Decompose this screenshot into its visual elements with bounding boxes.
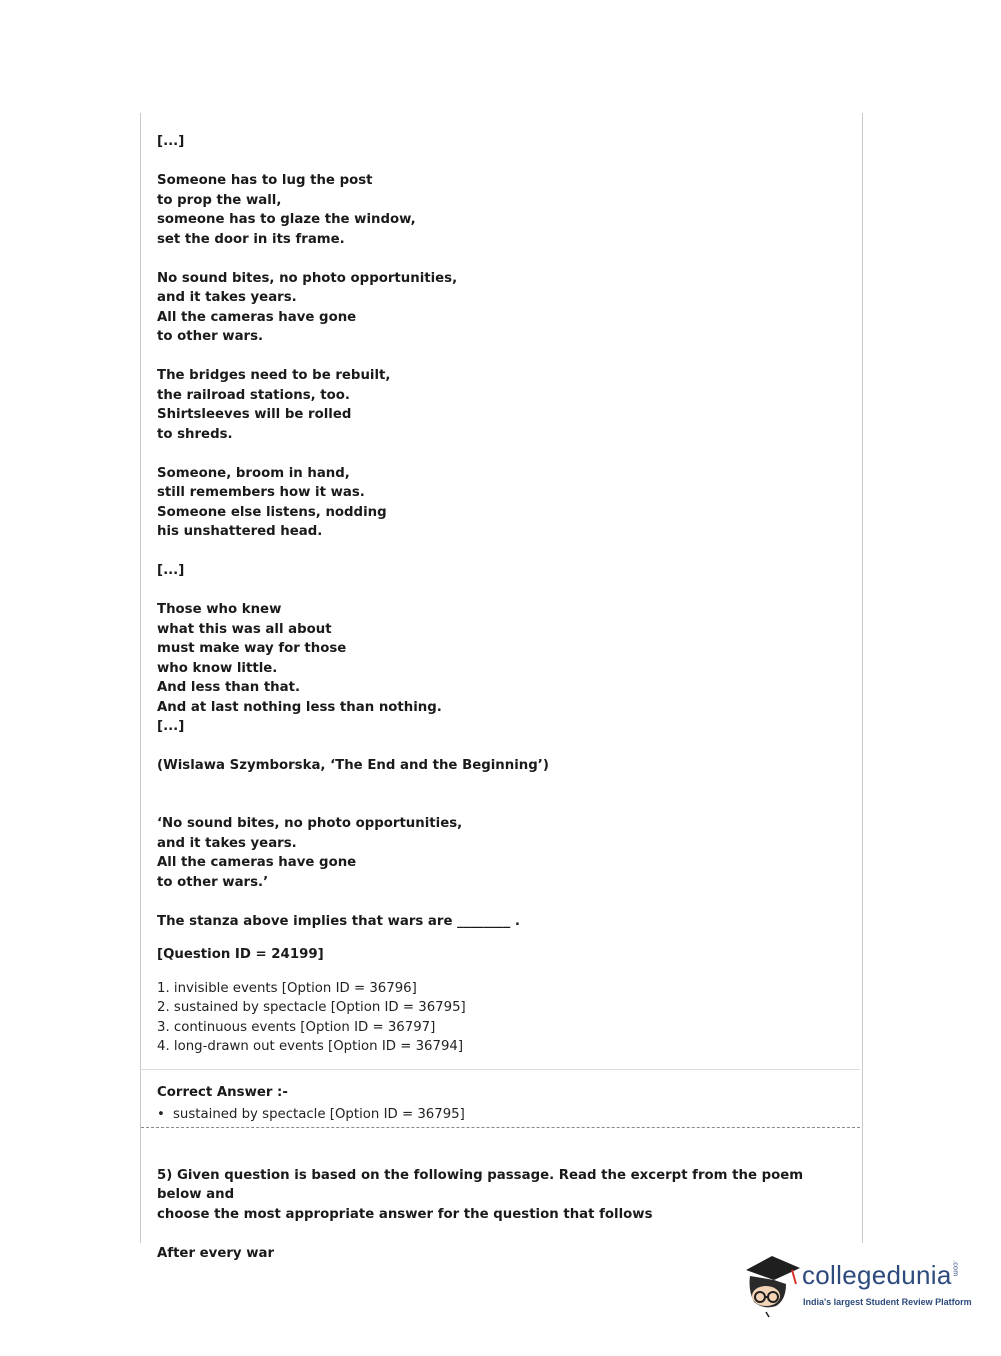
poem-line: All the cameras have gone (157, 309, 357, 325)
poem-line: Someone, broom in hand, (157, 465, 350, 481)
answer-option: 2. sustained by spectacle [Option ID = 36795] (157, 1000, 466, 1015)
quoted-stanza-line: ‘No sound bites, no photo opportunities, (157, 816, 463, 831)
poem-line: to prop the wall, (157, 192, 282, 208)
poem-line: And at last nothing less than nothing. (157, 699, 442, 715)
ellipsis: [...] (157, 719, 185, 734)
poem-line: The bridges need to be rebuilt, (157, 368, 391, 383)
poem-line: Shirtsleeves will be rolled (157, 407, 352, 422)
document-content (157, 132, 847, 1263)
poem-line: his unshattered head. (157, 524, 323, 539)
section-divider (141, 1069, 860, 1070)
poem-line: And less than that. (157, 680, 301, 695)
poem-line: still remembers how it was. (157, 485, 365, 500)
correct-answer (157, 1105, 847, 1125)
answer-option: 3. continuous events [Option ID = 36797] (157, 1019, 436, 1035)
poem-line: what this was all about (157, 621, 332, 637)
answer-option: 4. long-drawn out events [Option ID = 36794] (157, 1039, 464, 1054)
poem-line: who know little. (157, 660, 278, 676)
poem-line: to other wars. (157, 329, 264, 344)
next-question-intro: choose the most appropriate answer for the question that follows (157, 1206, 653, 1222)
poem-line: set the door in its frame. (157, 231, 345, 247)
poem-line: Someone has to lug the post (157, 173, 373, 188)
quoted-stanza-line: to other wars.’ (157, 874, 269, 890)
question-id: [Question ID = 24199] (157, 947, 324, 962)
ellipsis: [...] (157, 563, 185, 578)
poem-line: must make way for those (157, 641, 347, 656)
bullet-icon: • (157, 1107, 165, 1122)
poem-line: and it takes years. (157, 290, 297, 305)
poem-line: Someone else listens, nodding (157, 504, 387, 520)
logo-wordmark: collegedunia (802, 1260, 952, 1290)
next-question-intro: 5) Given question is based on the following passage. Read the excerpt from the poem below and (157, 1167, 804, 1202)
mascot-icon (742, 1250, 802, 1320)
quoted-stanza-line: All the cameras have gone (157, 855, 357, 870)
citation: (Wislawa Szymborska, ‘The End and the Beginning’) (157, 758, 549, 773)
question-separator (141, 1127, 860, 1128)
quoted-stanza-line: and it takes years. (157, 835, 297, 851)
poem-line: No sound bites, no photo opportunities, (157, 270, 458, 286)
logo-tagline: India's largest Student Review Platform (803, 1297, 972, 1307)
correct-answer-text: sustained by spectacle [Option ID = 36795] (173, 1107, 465, 1122)
correct-answer-label: Correct Answer :- (157, 1084, 288, 1100)
poem-line: someone has to glaze the window, (157, 212, 416, 227)
poem-line: Those who knew (157, 602, 282, 617)
collegedunia-logo (742, 1250, 974, 1320)
poem-line: the railroad stations, too. (157, 387, 350, 403)
logo-suffix: .com (951, 1260, 959, 1277)
next-question-passage-start: After every war (157, 1245, 275, 1261)
question-prompt: The stanza above implies that wars are ________ . (157, 913, 520, 929)
poem-line: to shreds. (157, 426, 233, 442)
ellipsis: [...] (157, 134, 185, 149)
answer-option: 1. invisible events [Option ID = 36796] (157, 980, 417, 996)
